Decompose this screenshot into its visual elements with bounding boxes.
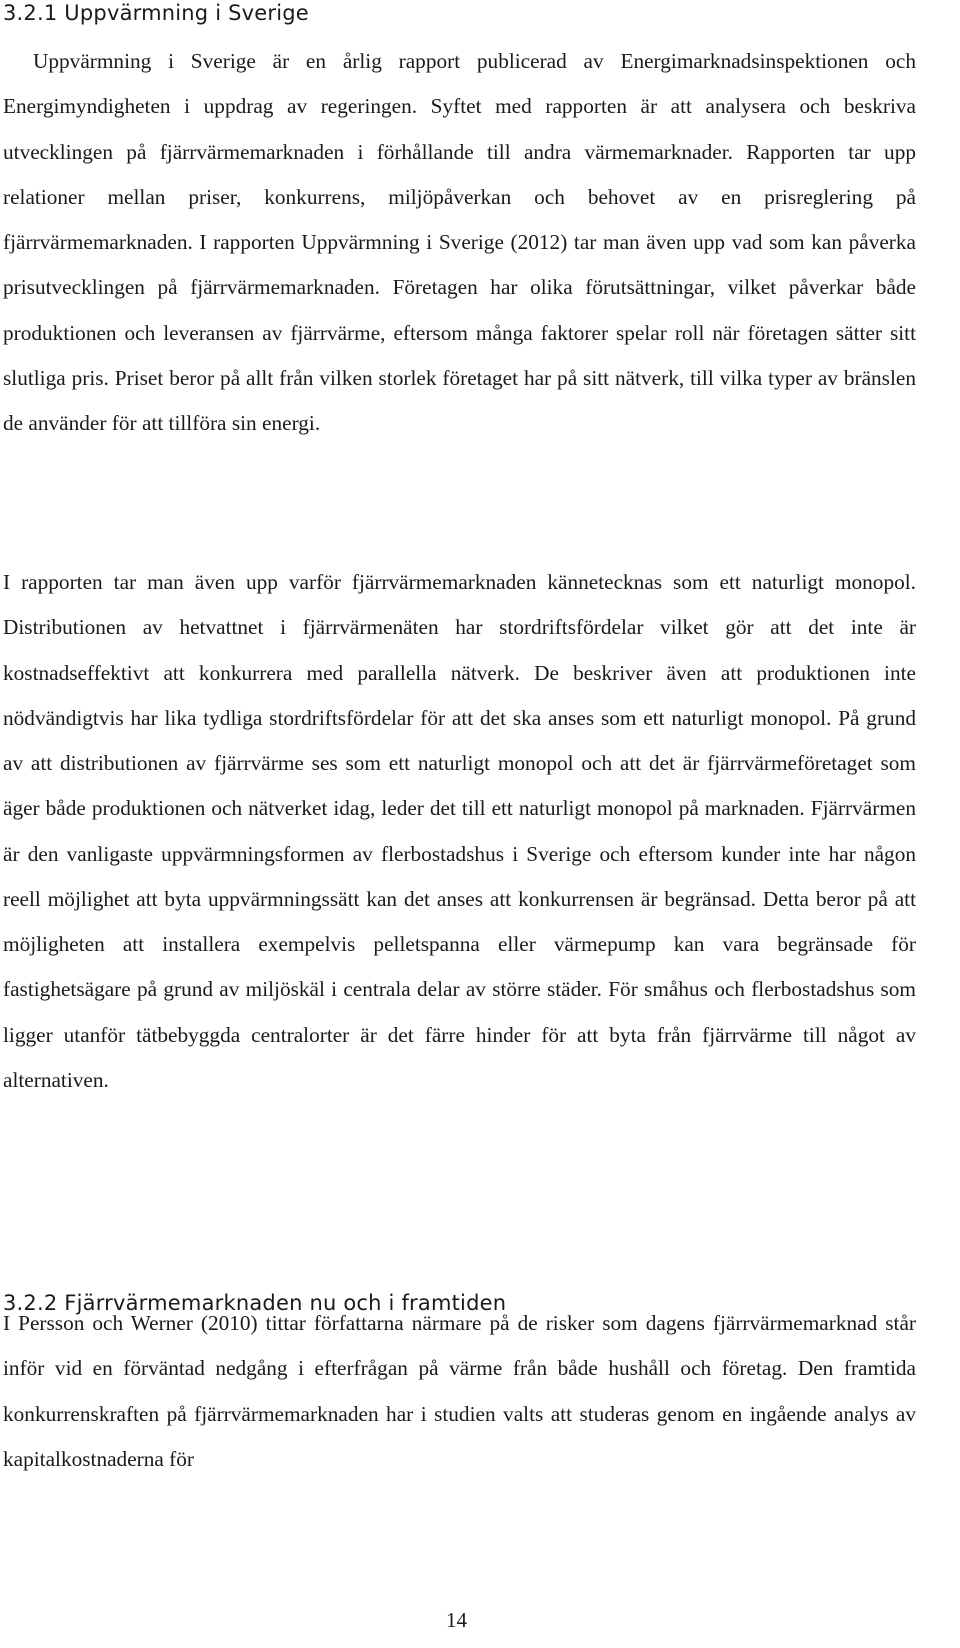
section-heading-uppvarmning-i-sverige: 3.2.1 Uppvärmning i Sverige xyxy=(3,1,309,25)
paragraph-text: Uppvärmning i Sverige är en årlig rapport publicerad av Energimarknadsinspektionen och Energimyndigheten i uppdrag av regeringen. Syftet med rapporten är att analysera och beskriva utvecklingen på fjärrvärmemarknaden i förhållande till andra värmemarknader. Rapporten tar upp relationer mellan priser, konkurrens, miljöpåverkan och behovet av en prisreglering på fjärrvärmemarknaden. I rapporten Uppvärmning i Sverige (2012) tar man även upp vad som kan påverka prisutvecklingen på fjärrvärmemarknaden. Företagen har olika förutsättningar, vilket påverkar både produktionen och leveransen av fjärrvärme, eftersom många faktorer spelar roll när företagen sätter sitt slutliga pris. Priset beror på allt från vilken storlek företaget har på sitt nätverk, till vilka typer av bränslen de använder för att tillföra sin energi. xyxy=(3,49,916,435)
paragraph: I Persson och Werner (2010) tittar författarna närmare på de risker som dagens fjärrvärmemarknad står inför vid en förväntad nedgång i efterfrågan på värme från både hushåll och företag. Den framtida konkurrenskraften på fjärrvärmemarknaden har i studien valts att studeras genom en ingående analys av kapitalkostnaderna för xyxy=(3,1311,916,1471)
paragraph: I rapporten tar man även upp varför fjärrvärmemarknaden kännetecknas som ett naturligt monopol. Distributionen av hetvattnet i fjärrvärmenäten har stordriftsfördelar vilket gör att det inte är kostnadseffektivt att konkurrera med parallella nätverk. De beskriver även att produktionen inte nödvändigtvis har lika tydliga stordriftsfördelar för att det ska anses som ett naturligt monopol. På grund av att distributionen av fjärrvärme ses som ett naturligt monopol och att det är fjärrvärmeföretaget som äger både produktionen och nätverket idag, leder det till ett naturligt monopol på marknaden. Fjärrvärmen är den vanligaste uppvärmningsformen av flerbostadshus i Sverige och eftersom kunder inte har någon reell möjlighet att byta uppvärmningssätt kan det anses att konkurrensen är begränsad. Detta beror på att möjligheten att installera exempelvis pelletspanna eller värmepump kan vara begränsade för fastighetsägare på grund av miljöskäl i centrala delar av större städer. För småhus och flerbostadshus som ligger utanför tätbebyggda centralorter är det färre hinder för att byta från fjärrvärme till något av alternativen. xyxy=(3,570,916,1092)
paragraph xyxy=(3,39,916,446)
section-heading-fjarrvarmemarknaden: 3.2.2 Fjärrvärmemarknaden nu och i framtiden xyxy=(3,1291,507,1315)
page-number: 14 xyxy=(446,1608,467,1632)
